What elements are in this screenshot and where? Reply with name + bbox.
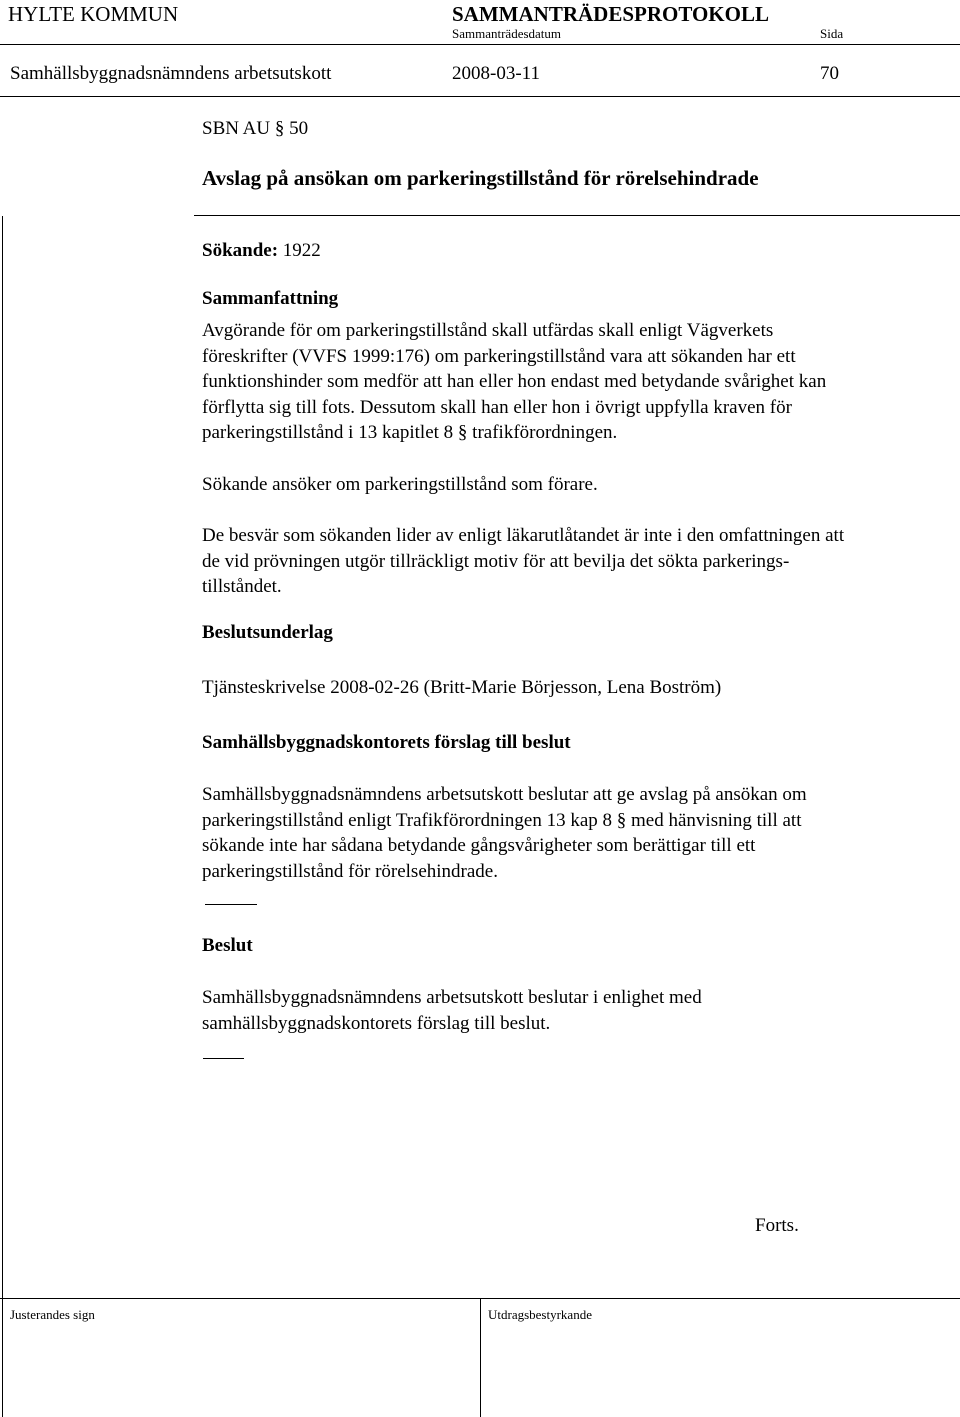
summary-paragraph-3-line: de vid prövningen utgör tillräckligt motiv för att bevilja det sökta parkerings-	[202, 550, 790, 572]
municipality-name: HYLTE KOMMUN	[8, 2, 179, 26]
summary-line: Avgörande för om parkeringstillstånd skall utfärdas skall enligt Vägverkets	[202, 320, 774, 341]
summary-heading: Sammanfattning	[202, 288, 339, 309]
basis-heading: Beslutsunderlag	[202, 622, 333, 643]
date-label: Sammanträdesdatum	[452, 26, 562, 41]
case-reference	[202, 118, 308, 140]
continued-marker: Forts.	[755, 1215, 799, 1236]
decision-heading: Beslut	[202, 935, 253, 956]
certified-extract-label: Utdragsbestyrkande	[488, 1307, 592, 1322]
summary-paragraph-2: Sökande ansöker om parkeringstillstånd som förare.	[202, 474, 598, 495]
document-type: SAMMANTRÄDESPROTOKOLL	[452, 2, 769, 26]
left-margin-rule	[2, 216, 3, 1417]
proposal-line: Samhällsbyggnadsnämndens arbetsutskott beslutar att ge avslag på ansökan om	[202, 784, 807, 805]
summary-line: funktionshinder som medför att han eller hon endast med betydande svårighet kan	[202, 371, 827, 392]
summary-line: föreskrifter (VVFS 1999:176) om parkeringstillstånd vara att sökanden har ett	[202, 345, 796, 367]
proposal-line: sökande inte har sådana betydande gångsvårigheter som berättigar till ett	[202, 835, 756, 856]
header-bottom-rule	[0, 96, 960, 97]
title-rule	[194, 215, 960, 216]
page-label: Sida	[820, 26, 844, 41]
summary-line: förflytta sig till fots. Dessutom skall han eller hon i övrigt uppfylla kraven för	[202, 396, 792, 418]
meeting-date: 2008-03-11	[452, 63, 540, 84]
proposal-line: parkeringstillstånd för rörelsehindrade.	[202, 860, 498, 882]
case-ref-prefix: SBN AU	[202, 118, 271, 139]
committee-name: Samhällsbyggnadsnämndens arbetsutskott	[10, 63, 332, 84]
separator-rule	[205, 904, 257, 905]
decision-line: samhällsbyggnadskontorets förslag till beslut.	[202, 1012, 551, 1034]
summary-line: parkeringstillstånd i 13 kapitlet 8 § trafikförordningen.	[202, 422, 618, 443]
summary-paragraph-3-line: De besvär som sökanden lider av enligt läkarutlåtandet är inte i den omfattningen att	[202, 525, 845, 546]
applicant-label: Sökande:	[202, 240, 279, 261]
applicant-value: 1922	[282, 240, 321, 261]
case-title: Avslag på ansökan om parkeringstillstånd för rörelsehindrade	[202, 166, 759, 190]
section-sign: §	[274, 118, 285, 139]
case-ref-number: 50	[289, 118, 309, 139]
proposal-heading: Samhällsbyggnadskontorets förslag till beslut	[202, 732, 571, 753]
proposal-line: parkeringstillstånd enligt Trafikförordningen 13 kap 8 § med hänvisning till att	[202, 809, 802, 831]
page-number: 70	[820, 63, 839, 84]
adjuster-sign-label: Justerandes sign	[10, 1307, 95, 1322]
summary-paragraph-3-line: tillståndet.	[202, 576, 282, 597]
decision-line: Samhällsbyggnadsnämndens arbetsutskott beslutar i enlighet med	[202, 987, 702, 1008]
footer-divider	[480, 1298, 481, 1417]
basis-text: Tjänsteskrivelse 2008-02-26 (Britt-Marie Börjesson, Lena Boström)	[202, 677, 722, 698]
separator-rule	[203, 1058, 244, 1059]
applicant-line	[202, 240, 321, 262]
header-top-rule	[0, 44, 960, 45]
